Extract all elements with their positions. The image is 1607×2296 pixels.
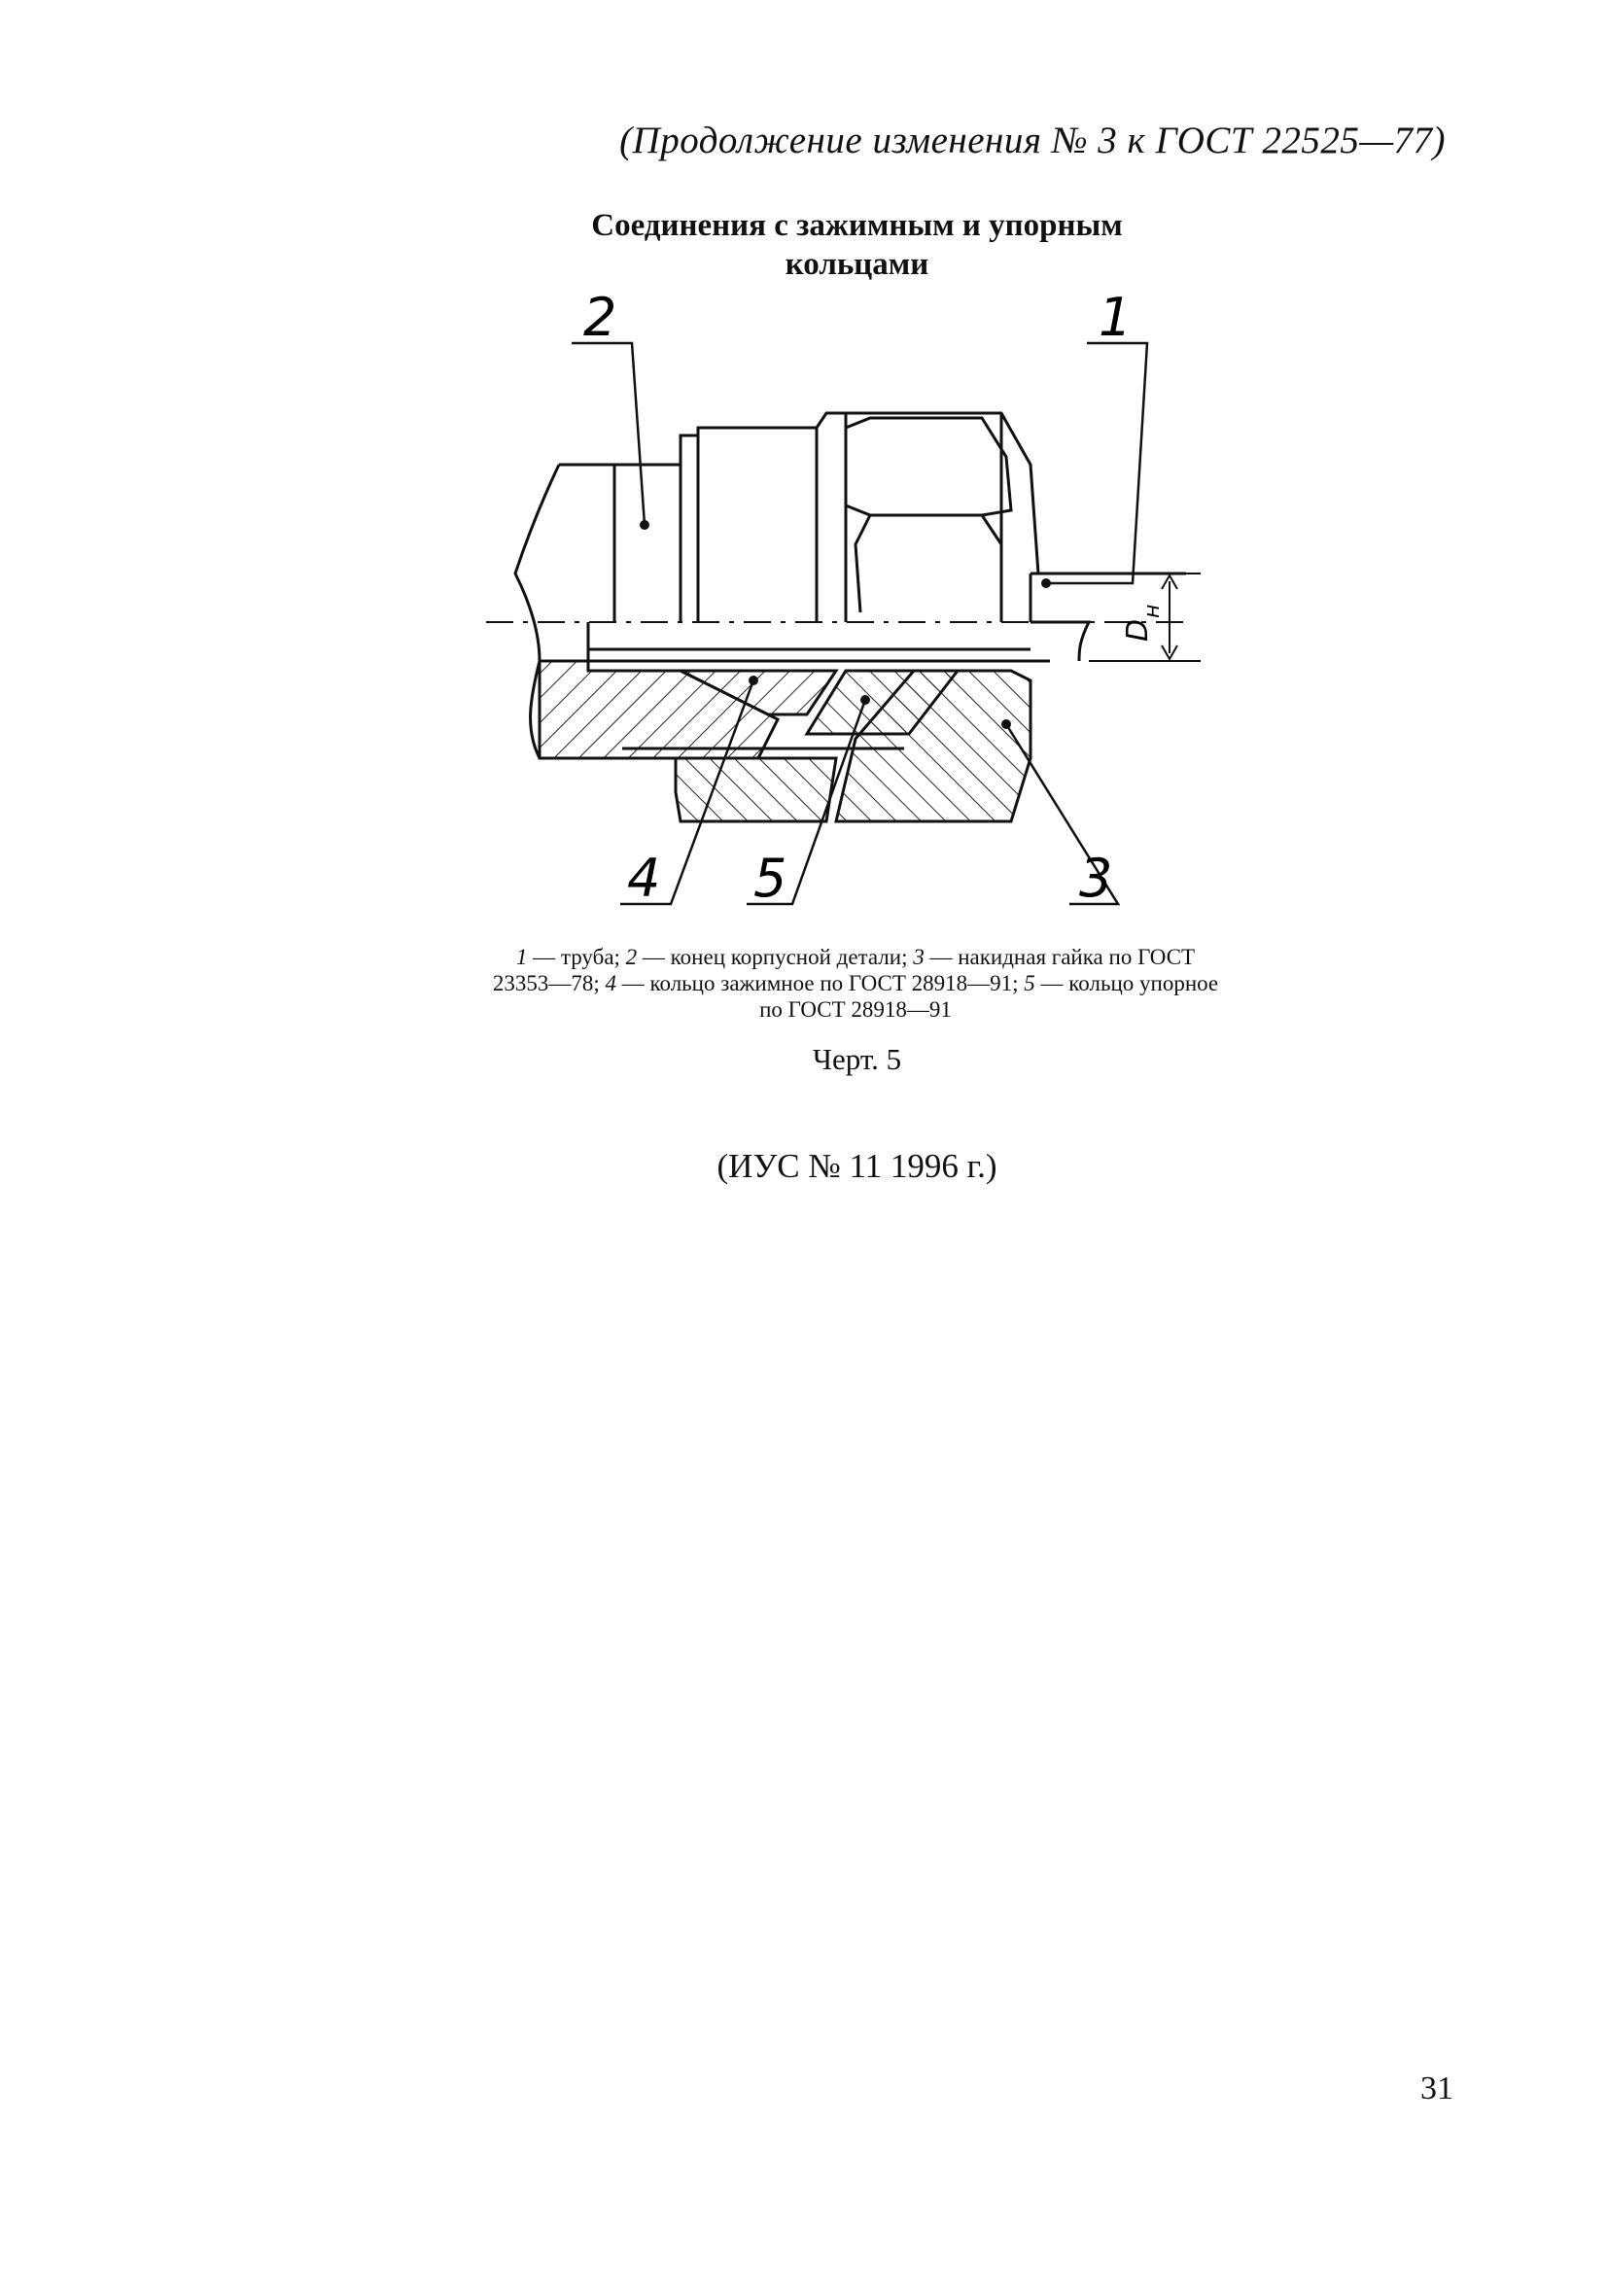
callout-5: 5 (753, 848, 787, 909)
hex-nut-face (846, 418, 1011, 515)
legend-text-3: — накидная гайка по ГОСТ 23353—78; (492, 945, 1196, 995)
body-part-outline (559, 413, 1186, 574)
figure-label (0, 1042, 1607, 1077)
leader-2 (572, 343, 645, 525)
dimension-label: D (1121, 618, 1155, 642)
legend-num-3: 3 (913, 945, 925, 969)
legend-num-2: 2 (625, 945, 638, 969)
callout-1: 1 (1099, 287, 1133, 348)
ius-note-text: (ИУС № 11 1996 г.) (716, 1147, 997, 1185)
dimension-subscript: н (1140, 604, 1165, 618)
legend-text-5: — кольцо упорное по ГОСТ 28918—91 (759, 971, 1219, 1022)
legend-text-2: — конец корпусной детали; (637, 945, 914, 969)
ius-note (0, 1147, 1607, 1186)
legend-text-4: — кольцо зажимное по ГОСТ 28918—91; (616, 971, 1025, 995)
page-number: 31 (1420, 2070, 1453, 2106)
section-title-line-2: кольцами (785, 247, 929, 282)
legend-num-1: 1 (515, 945, 528, 969)
legend-text-1: — труба; (527, 945, 626, 969)
legend-num-4: 4 (605, 971, 616, 995)
callout-2: 2 (583, 287, 617, 348)
figure-legend (486, 944, 1225, 1023)
leader-1 (1046, 343, 1147, 583)
section-title-line-1: Соединения с зажимным и упорным (591, 208, 1123, 243)
page-header: (Продолжение изменения № 3 к ГОСТ 22525—77) (619, 120, 1446, 161)
callout-3: 3 (1079, 848, 1113, 909)
figure-label-text: Черт. 5 (812, 1042, 902, 1076)
callout-4: 4 (627, 848, 661, 909)
technical-drawing (0, 0, 1607, 933)
legend-num-5: 5 (1024, 971, 1035, 995)
